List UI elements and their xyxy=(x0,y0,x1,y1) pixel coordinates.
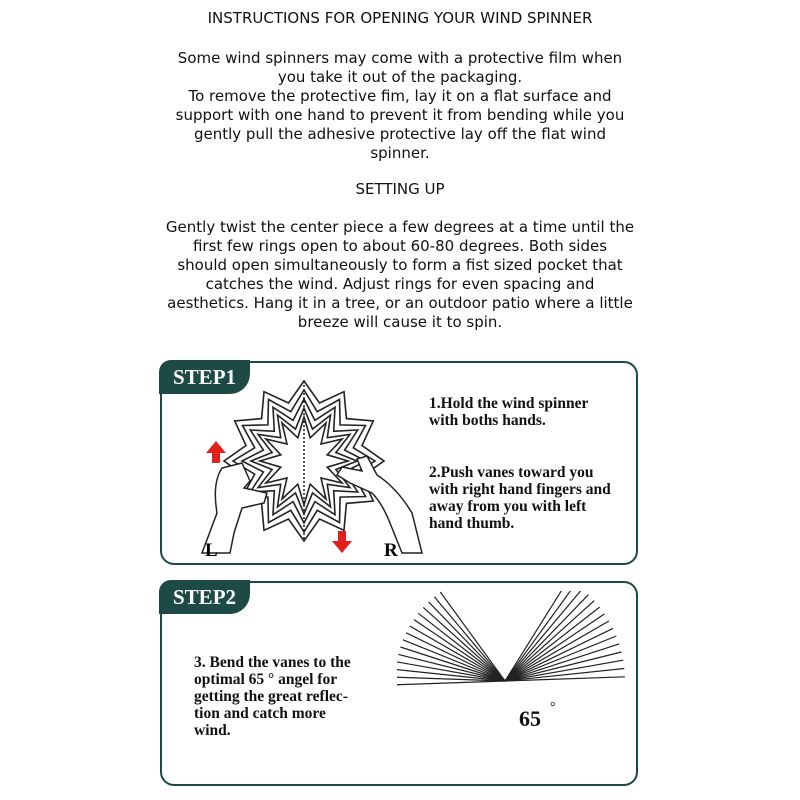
fan-lines xyxy=(397,591,625,685)
step1-item2-line: away from you with left xyxy=(429,498,587,515)
angle-fan-illustration xyxy=(397,591,637,781)
vane-line xyxy=(505,591,582,681)
step2-card xyxy=(160,581,638,786)
instructions-line: you take it out of the packaging. xyxy=(277,68,523,86)
setup-line: breeze will cause it to spin. xyxy=(297,313,503,331)
right-label: R xyxy=(384,540,398,561)
step2-line: getting the great reflec- xyxy=(194,688,348,705)
setup-paragraph xyxy=(140,218,660,332)
step1-card xyxy=(160,361,638,565)
step1-item2-line: with right hand fingers and xyxy=(429,481,611,498)
spinner-hands-illustration xyxy=(172,363,432,563)
vane-line xyxy=(397,681,505,685)
vane-line xyxy=(505,601,594,681)
vane-line xyxy=(406,633,505,681)
right-hand-icon xyxy=(337,456,422,553)
instructions-line: Some wind spinners may come with a protective film when xyxy=(177,49,623,67)
setup-line: catches the wind. Adjust rings for even spacing and xyxy=(205,275,595,293)
step1-item2-line: hand thumb. xyxy=(429,515,515,532)
setup-line: first few rings open to about 60-80 degrees. Both sides xyxy=(192,237,608,255)
up-arrow-icon xyxy=(206,441,226,463)
vane-line xyxy=(434,597,505,681)
step1-item2 xyxy=(429,464,611,532)
step2-line: tion and catch more xyxy=(194,705,326,722)
down-arrow-icon xyxy=(332,531,352,553)
step2-tag: STEP2 xyxy=(159,580,250,614)
step1-item1 xyxy=(429,395,588,429)
step2-line: optimal 65 ° angel for xyxy=(194,671,338,688)
step2-line: wind. xyxy=(194,722,231,739)
instructions-line: To remove the protective fim, lay it on a flat surface and xyxy=(188,87,612,105)
step2-text xyxy=(194,654,351,739)
vane-line xyxy=(505,607,600,681)
instructions-line: gently pull the adhesive protective lay off the flat wind xyxy=(193,125,606,143)
angle-value: 65 xyxy=(519,706,541,731)
instructions-title: INSTRUCTIONS FOR OPENING YOUR WIND SPINNER xyxy=(207,9,593,27)
setup-line: aesthetics. Hang it in a tree, or an outdoor patio where a little xyxy=(167,294,633,312)
instructions-line: spinner. xyxy=(370,144,430,162)
setup-line: Gently twist the center piece a few degrees at a time until the xyxy=(165,218,635,236)
vane-line xyxy=(418,613,505,681)
instructions-paragraph xyxy=(140,49,660,163)
setup-line: should open simultaneously to form a fist sized pocket that xyxy=(177,256,623,274)
step2-line: 3. Bend the vanes to the xyxy=(194,654,351,671)
left-label: L xyxy=(205,540,218,561)
vane-line xyxy=(423,607,505,681)
setup-heading: SETTING UP xyxy=(355,180,445,198)
step1-item1-line: 1.Hold the wind spinner xyxy=(429,395,589,412)
degree-symbol: ° xyxy=(550,700,556,715)
step1-item1-line: with boths hands. xyxy=(429,412,546,429)
step1-tag: STEP1 xyxy=(159,360,250,394)
step1-item2-line: 2.Push vanes toward you xyxy=(429,464,594,481)
instructions-line: support with one hand to prevent it from bending while you xyxy=(175,106,625,124)
